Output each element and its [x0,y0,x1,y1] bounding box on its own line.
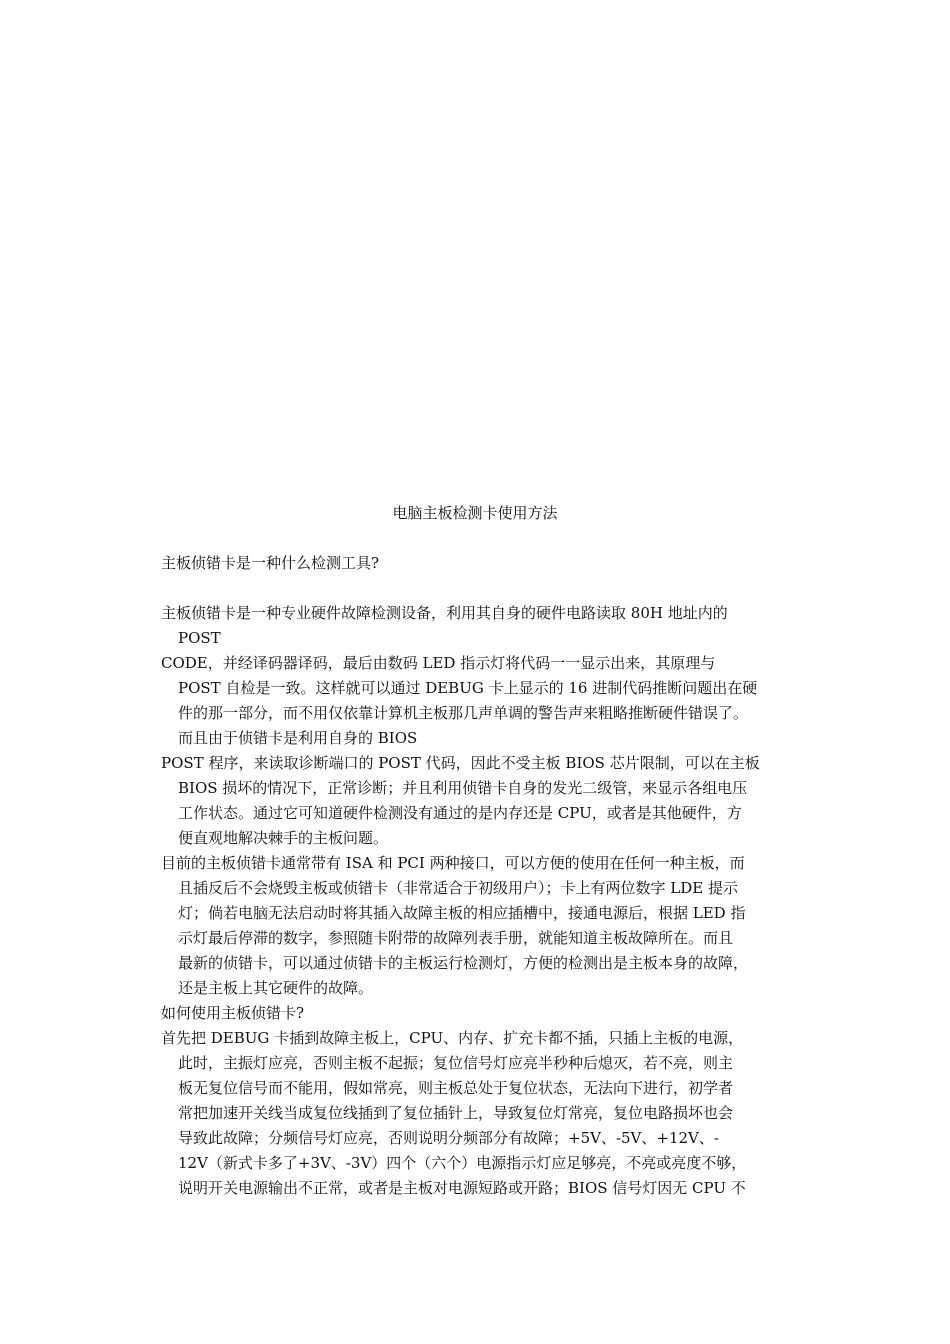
paragraph-line: 最新的侦错卡，可以通过侦错卡的主板运行检测灯，方便的检测出是主板本身的故障， [178,954,749,972]
paragraph-line: 说明开关电源输出不正常，或者是主板对电源短路或开路；BIOS 信号灯因无 CPU 不 [178,1179,746,1197]
paragraph-line: 便直观地解决棘手的主板问题。 [178,829,389,847]
paragraph-line: CODE，并经译码器译码，最后由数码 LED 指示灯将代码一一显示出来，其原理与 [161,654,716,672]
paragraph-line: 而且由于侦错卡是利用自身的 BIOS [178,729,418,747]
paragraph-line: 目前的主板侦错卡通常带有 ISA 和 PCI 两种接口，可以方便的使用在任何一种主板，而 [161,854,745,872]
paragraph-line: 灯；倘若电脑无法启动时将其插入故障主板的相应插槽中，接通电源后，根据 LED 指 [178,904,746,922]
paragraph-line: 还是主板上其它硬件的故障。 [178,979,374,997]
paragraph-line: 件的那一部分，而不用仅依靠计算机主板那几声单调的警告声来粗略推断硬件错误了。 [178,704,749,722]
paragraph-line: BIOS 损坏的情况下，正常诊断；并且利用侦错卡自身的发光二级管，来显示各组电压 [178,779,748,797]
paragraph-line: 首先把 DEBUG 卡插到故障主板上，CPU、内存、扩充卡都不插，只插上主板的电源， [161,1029,744,1047]
paragraph-line: POST [178,629,221,647]
paragraph-line: 此时，主振灯应亮，否则主板不起振；复位信号灯应亮半秒种后熄灭，若不亮，则主 [178,1054,734,1072]
paragraph-line: 工作状态。通过它可知道硬件检测没有通过的是内存还是 CPU，或者是其他硬件，方 [178,804,742,822]
paragraph-line: 且插反后不会烧毁主板或侦错卡（非常适合于初级用户）；卡上有两位数字 LDE 提示 [178,879,738,897]
subtitle-question: 主板侦错卡是一种什么检测工具? [161,554,380,572]
paragraph-line: 示灯最后停滞的数字，参照随卡附带的故障列表手册，就能知道主板故障所在。而且 [178,929,734,947]
section-heading: 如何使用主板侦错卡? [161,1004,305,1022]
paragraph-line: POST 自检是一致。这样就可以通过 DEBUG 卡上显示的 16 进制代码推断问题出在硬 [178,679,758,697]
paragraph-line: 常把加速开关线当成复位线插到了复位插针上，导致复位灯常亮，复位电路损坏也会 [178,1104,734,1122]
paragraph-line: 主板侦错卡是一种专业硬件故障检测设备，利用其自身的硬件电路读取 80H 地址内的 [161,604,728,622]
paragraph-line: 板无复位信号而不能用，假如常亮，则主板总处于复位状态，无法向下进行，初学者 [178,1079,734,1097]
paragraph-line: 12V（新式卡多了+3V、-3V）四个（六个）电源指示灯应足够亮，不亮或亮度不够， [178,1154,747,1172]
document-title: 电脑主板检测卡使用方法 [392,504,558,522]
paragraph-line: POST 程序，来读取诊断端口的 POST 代码，因此不受主板 BIOS 芯片限制，可以在主板 [161,754,760,772]
paragraph-line: 导致此故障；分频信号灯应亮，否则说明分频部分有故障；+5V、-5V、+12V、- [178,1129,719,1147]
